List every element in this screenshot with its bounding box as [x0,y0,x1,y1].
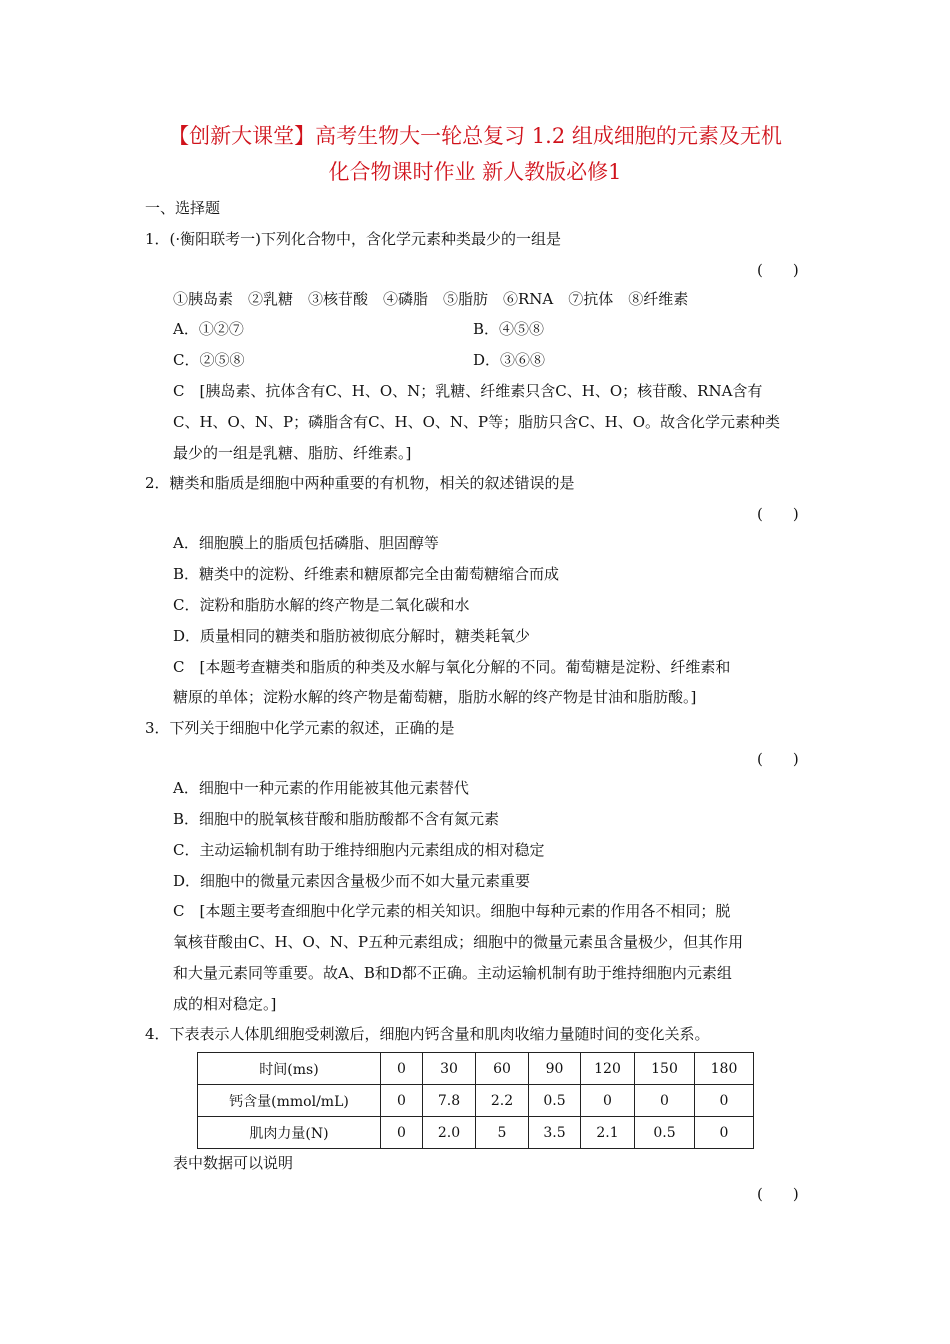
table-cell: 5 [476,1117,529,1149]
table-cell: 2.1 [581,1117,635,1149]
table-cell: 60 [476,1053,529,1085]
q3-option-a: A．细胞中一种元素的作用能被其他元素替代 [173,779,469,797]
table-cell: 0.5 [529,1085,581,1117]
q4-after-table: 表中数据可以说明 [173,1154,294,1172]
table-cell: 90 [529,1053,581,1085]
table-cell: 0 [695,1085,754,1117]
q2-answer-line-2: 糖原的单体；淀粉水解的终产物是葡萄糖，脂肪水解的终产物是甘油和脂肪酸。] [173,688,697,706]
table-cell: 0 [381,1053,423,1085]
table-cell: 120 [581,1053,635,1085]
table-cell: 7.8 [423,1085,476,1117]
table-cell: 3.5 [529,1117,581,1149]
q4-stem: 4．下表表示人体肌细胞受刺激后，细胞内钙含量和肌肉收缩力量随时间的变化关系。 [145,1025,710,1043]
calcium-force-table [197,1052,754,1149]
q3-stem: 3．下列关于细胞中化学元素的叙述，正确的是 [145,719,455,737]
document-title-line-1: 【创新大课堂】高考生物大一轮总复习 1.2 组成细胞的元素及无机 [168,124,782,148]
table-cell: 2.0 [423,1117,476,1149]
table-cell: 0.5 [635,1117,695,1149]
q1-answer-bracket: ( ) [757,261,799,279]
q3-answer-line-3: 和大量元素同等重要。故A、B和D都不正确。主动运输机制有助于维持细胞内元素组 [173,964,732,982]
q3-answer-line-2: 氧核苷酸由C、H、O、N、P五种元素组成；细胞中的微量元素虽含量极少，但其作用 [173,933,744,951]
q1-answer-line-3: 最少的一组是乳糖、脂肪、纤维素。] [173,444,412,462]
q2-answer-bracket: ( ) [757,505,799,523]
q3-answer-bracket: ( ) [757,750,799,768]
q1-option-b: B．④⑤⑧ [473,320,545,338]
section-heading: 一、选择题 [145,199,221,217]
q2-option-a: A．细胞膜上的脂质包括磷脂、胆固醇等 [173,534,439,552]
q1-option-a: A．①②⑦ [173,320,244,338]
q3-answer-line-1: C [本题主要考查细胞中化学元素的相关知识。细胞中每种元素的作用各不相同；脱 [173,902,731,920]
q2-option-c: C．淀粉和脂肪水解的终产物是二氧化碳和水 [173,596,470,614]
table-cell: 0 [695,1117,754,1149]
table-cell: 30 [423,1053,476,1085]
q1-option-d: D．③⑥⑧ [473,351,546,369]
q3-option-b: B．细胞中的脱氧核苷酸和脂肪酸都不含有氮元素 [173,810,500,828]
q1-items: ①胰岛素 ②乳糖 ③核苷酸 ④磷脂 ⑤脂肪 ⑥RNA ⑦抗体 ⑧纤维素 [173,290,689,308]
table-header-cell: 肌肉力量(N) [198,1117,381,1149]
q3-option-c: C．主动运输机制有助于维持细胞内元素组成的相对稳定 [173,841,545,859]
table-cell: 2.2 [476,1085,529,1117]
table-header-cell: 钙含量(mmol/mL) [198,1085,381,1117]
document-title-line-2: 化合物课时作业 新人教版必修1 [328,160,622,184]
q1-option-c: C．②⑤⑧ [173,351,245,369]
q2-stem: 2．糖类和脂质是细胞中两种重要的有机物，相关的叙述错误的是 [145,474,575,492]
table-row-calcium [198,1085,754,1117]
table-cell: 180 [695,1053,754,1085]
q2-option-d: D．质量相同的糖类和脂肪被彻底分解时，糖类耗氧少 [173,627,531,645]
table-cell: 0 [581,1085,635,1117]
table-cell: 0 [635,1085,695,1117]
q2-option-b: B．糖类中的淀粉、纤维素和糖原都完全由葡萄糖缩合而成 [173,565,560,583]
q1-answer-line-1: C [胰岛素、抗体含有C、H、O、N；乳糖、纤维素只含C、H、O；核苷酸、RNA含有 [173,382,763,400]
q3-answer-line-4: 成的相对稳定。] [173,995,277,1013]
table-cell: 0 [381,1085,423,1117]
q1-answer-line-2: C、H、O、N、P；磷脂含有C、H、O、N、P等；脂肪只含C、H、O。故含化学元素种类 [173,413,781,431]
table-header-cell: 时间(ms) [198,1053,381,1085]
q2-answer-line-1: C [本题考查糖类和脂质的种类及水解与氧化分解的不同。葡萄糖是淀粉、纤维素和 [173,658,731,676]
q1-stem: 1．(·衡阳联考一)下列化合物中，含化学元素种类最少的一组是 [145,230,562,248]
table-cell: 150 [635,1053,695,1085]
q3-option-d: D．细胞中的微量元素因含量极少而不如大量元素重要 [173,872,531,890]
table-row-force [198,1117,754,1149]
q4-answer-bracket: ( ) [757,1185,799,1203]
table-row-time [198,1053,754,1085]
table-cell: 0 [381,1117,423,1149]
